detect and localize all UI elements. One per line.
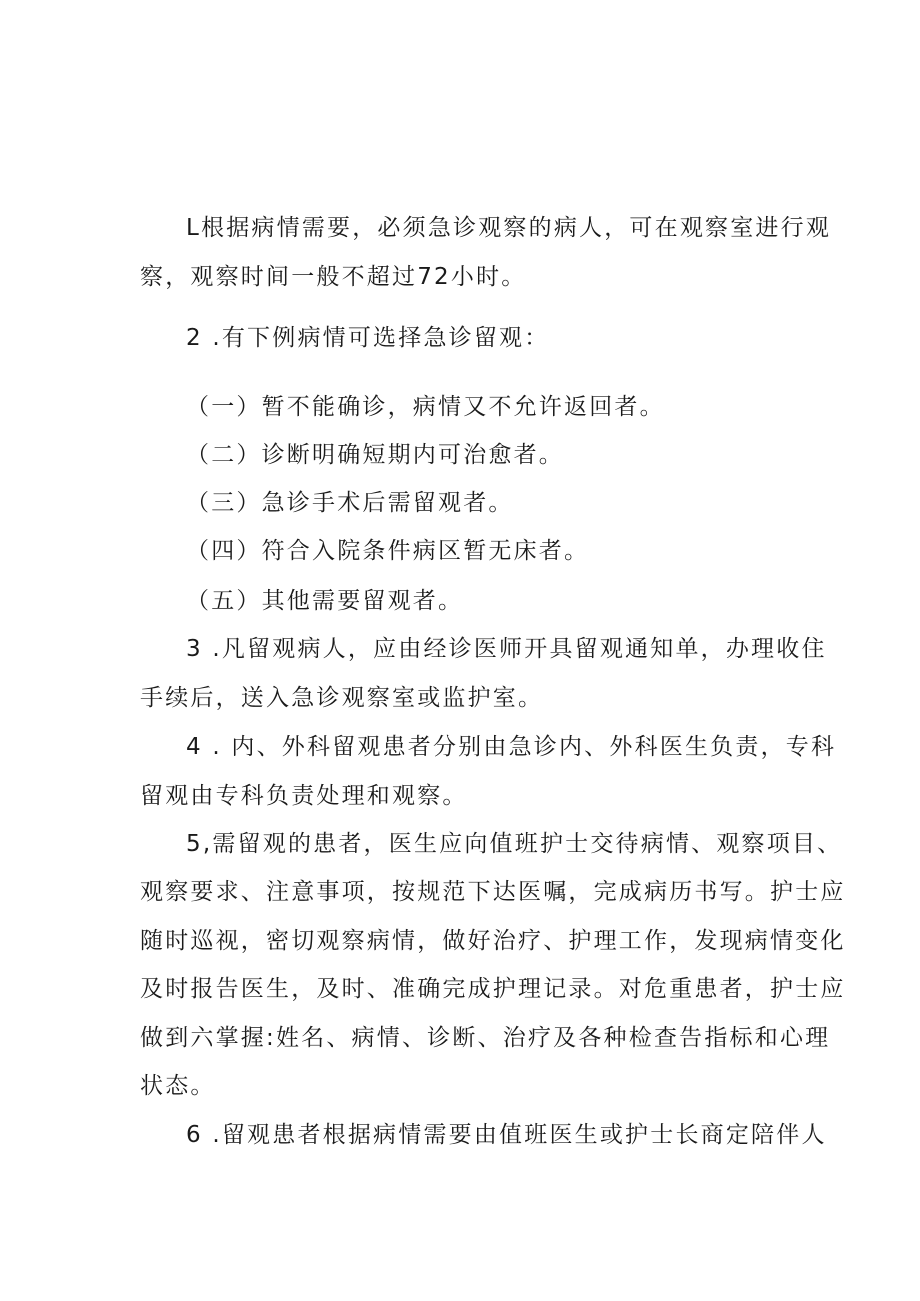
- paragraph-4-line-1: 4 . 内、外科留观患者分别由急诊内、外科医生负责，专科: [186, 734, 837, 760]
- paragraph-5-line-4: 及时报告医生，及时、准确完成护理记录。对危重患者，护士应: [140, 976, 846, 1002]
- paragraph-1-line-2: 察，观察时间一般不超过72小时。: [140, 264, 527, 290]
- paragraph-5-line-5: 做到六掌握:姓名、病情、诊断、治疗及各种检查告指标和心理: [140, 1025, 831, 1051]
- list-item-1: （一）暂不能确诊，病情又不允许返回者。: [186, 394, 665, 420]
- paragraph-5-line-3: 随时巡视，密切观察病情，做好治疗、护理工作，发现病情变化: [140, 928, 846, 954]
- paragraph-5-line-6: 状态。: [140, 1073, 216, 1099]
- paragraph-1-line-1: L根据病情需要，必须急诊观察的病人，可在观察室进行观: [186, 215, 832, 241]
- paragraph-5-line-2: 观察要求、注意事项，按规范下达医嘱，完成病历书写。护士应: [140, 879, 846, 905]
- paragraph-4-line-2: 留观由专科负责处理和观察。: [140, 783, 468, 809]
- list-item-4: （四）符合入院条件病区暂无床者。: [186, 538, 590, 564]
- list-item-3: （三）急诊手术后需留观者。: [186, 490, 514, 516]
- paragraph-3-line-2: 手续后，送入急诊观察室或监护室。: [140, 685, 544, 711]
- paragraph-3-line-1: 3 .凡留观病人，应由经诊医师开具留观通知单，办理收住: [186, 636, 827, 662]
- paragraph-2-heading: 2 .有下例病情可选择急诊留观：: [186, 325, 550, 351]
- list-item-2: （二）诊断明确短期内可治愈者。: [186, 442, 564, 468]
- paragraph-5-line-1: 5,需留观的患者，医生应向值班护士交待病情、观察项目、: [186, 831, 843, 857]
- paragraph-6-line-1: 6 .留观患者根据病情需要由值班医生或护士长商定陪伴人: [186, 1122, 827, 1148]
- list-item-5: （五）其他需要留观者。: [186, 588, 464, 614]
